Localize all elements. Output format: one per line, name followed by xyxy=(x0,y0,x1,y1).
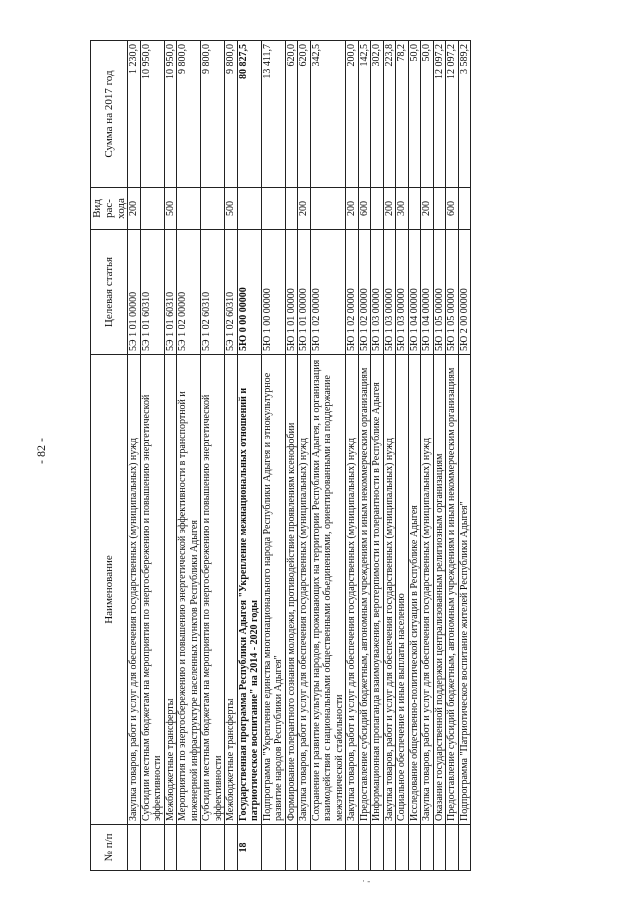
cell-sum: 9 800,0 xyxy=(201,41,225,188)
table-row xyxy=(310,41,346,871)
header-name: Наименование xyxy=(91,355,128,825)
cell-vid xyxy=(285,188,298,230)
cell-num xyxy=(201,825,225,871)
page-number: - 82 - xyxy=(34,438,48,464)
cell-sum: 3 589,2 xyxy=(458,41,471,188)
cell-sum: 50,0 xyxy=(421,41,434,188)
cell-num xyxy=(285,825,298,871)
cell-sum: 13 411,7 xyxy=(261,41,285,188)
cell-vid: 200 xyxy=(128,188,141,230)
cell-num xyxy=(164,825,177,871)
table-row xyxy=(396,41,409,871)
cell-vid: 600 xyxy=(446,188,459,230)
cell-name: Социальное обеспечение и иные выплаты населению xyxy=(396,355,409,825)
cell-sum: 223,8 xyxy=(383,41,396,188)
table-row xyxy=(298,41,311,871)
cell-code: 5Ю 0 00 00000 xyxy=(237,230,261,355)
cell-name: Информационная пропаганда взаимоуважения, веротерпимости и толерантности в Республике Адыгея xyxy=(371,355,384,825)
cell-name: Межбюджетные трансферты xyxy=(164,355,177,825)
cell-vid: 200 xyxy=(346,188,359,230)
cell-sum: 200,0 xyxy=(346,41,359,188)
header-code: Целевая статья xyxy=(91,230,128,355)
cell-num xyxy=(408,825,421,871)
cell-name: Предоставление субсидий бюджетным, автономным учреждениям и иным некоммерческим организациям xyxy=(446,355,459,825)
cell-num xyxy=(396,825,409,871)
cell-num xyxy=(371,825,384,871)
cell-name: Субсидии местным бюджетам на мероприятия по энергосбережению и повышению энергетической эффективности xyxy=(140,355,164,825)
cell-vid: 300 xyxy=(396,188,409,230)
cell-sum: 620,0 xyxy=(298,41,311,188)
cell-sum: 12 097,2 xyxy=(433,41,446,188)
cell-name: Межбюджетные трансферты xyxy=(225,355,238,825)
cell-code: 5Ю 1 01 00000 xyxy=(285,230,298,355)
cell-sum: 78,2 xyxy=(396,41,409,188)
cell-num xyxy=(346,825,359,871)
table-row xyxy=(225,41,238,871)
cell-sum: 9 800,0 xyxy=(177,41,201,188)
cell-num xyxy=(458,825,471,871)
cell-vid: 600 xyxy=(358,188,371,230)
cell-vid: 200 xyxy=(421,188,434,230)
cell-num xyxy=(128,825,141,871)
table-header-row xyxy=(91,41,128,871)
cell-code: 5Ю 1 04 00000 xyxy=(421,230,434,355)
cell-vid: 500 xyxy=(164,188,177,230)
cell-vid xyxy=(140,188,164,230)
cell-name: Закупка товаров, работ и услуг для обеспечения государственных (муниципальных) нужд xyxy=(346,355,359,825)
table-row xyxy=(358,41,371,871)
cell-sum: 620,0 xyxy=(285,41,298,188)
cell-code: 5Ю 1 03 00000 xyxy=(396,230,409,355)
cell-sum: 50,0 xyxy=(408,41,421,188)
cell-num xyxy=(310,825,346,871)
cell-code: 5Э 1 01 60310 xyxy=(140,230,164,355)
cell-code: 5Ю 1 04 00000 xyxy=(408,230,421,355)
cell-name: Исследование общественно-политической ситуации в Республике Адыгея xyxy=(408,355,421,825)
cell-code: 5Ю 2 00 00000 xyxy=(458,230,471,355)
cell-sum: 80 827,5 xyxy=(237,41,261,188)
table-row xyxy=(346,41,359,871)
cell-vid: 500 xyxy=(225,188,238,230)
table-row xyxy=(433,41,446,871)
header-sum: Сумма на 2017 год xyxy=(91,41,128,188)
cell-num xyxy=(446,825,459,871)
cell-code: 5Э 1 02 60310 xyxy=(225,230,238,355)
cell-name: Сохранение и развитие культуры народов, проживающих на территории Республики Адыгея, и организация взаимодействия с национальными общественными объединениями, ориентированными на поддержание межэтнической стабильности xyxy=(310,355,346,825)
table-row xyxy=(421,41,434,871)
cell-code: 5Ю 1 02 00000 xyxy=(358,230,371,355)
cell-code: 5Ю 1 01 00000 xyxy=(298,230,311,355)
cell-code: 5Э 1 02 60310 xyxy=(201,230,225,355)
table-row xyxy=(383,41,396,871)
scan-mark: · - xyxy=(362,876,371,886)
cell-vid xyxy=(408,188,421,230)
cell-num xyxy=(383,825,396,871)
cell-num xyxy=(225,825,238,871)
cell-num xyxy=(177,825,201,871)
cell-vid xyxy=(310,188,346,230)
cell-num xyxy=(358,825,371,871)
cell-name: Мероприятия по энергосбережению и повышению энергетической эффективности в транспортной и инженерной инфраструктуре населенных пунктов Республики Адыгея xyxy=(177,355,201,825)
cell-vid xyxy=(237,188,261,230)
cell-vid xyxy=(177,188,201,230)
table-row xyxy=(237,41,261,871)
cell-name: Закупка товаров, работ и услуг для обеспечения государственных (муниципальных) нужд xyxy=(298,355,311,825)
cell-name: Подпрограмма "Укрепление единства многонационального народа Республики Адыгея и этнокультурное развитие народов Республики Адыгея" xyxy=(261,355,285,825)
table-row xyxy=(177,41,201,871)
cell-name: Оказание государственной поддержки централизованным религиозным организациям xyxy=(433,355,446,825)
cell-code: 5Э 1 01 60310 xyxy=(164,230,177,355)
cell-name: Закупка товаров, работ и услуг для обеспечения государственных (муниципальных) нужд xyxy=(421,355,434,825)
table-row xyxy=(408,41,421,871)
cell-name: Формирование толерантного сознания молодежи, противодействие проявлениям ксенофобии xyxy=(285,355,298,825)
cell-sum: 1 230,0 xyxy=(128,41,141,188)
cell-sum: 10 950,0 xyxy=(140,41,164,188)
cell-vid xyxy=(261,188,285,230)
cell-code: 5Ю 1 03 00000 xyxy=(383,230,396,355)
table-row xyxy=(446,41,459,871)
cell-sum: 10 950,0 xyxy=(164,41,177,188)
table-row xyxy=(140,41,164,871)
table-row xyxy=(201,41,225,871)
table-row xyxy=(128,41,141,871)
cell-sum: 302,0 xyxy=(371,41,384,188)
cell-vid xyxy=(458,188,471,230)
rotated-page xyxy=(90,41,610,871)
table-row xyxy=(261,41,285,871)
cell-num xyxy=(421,825,434,871)
budget-table xyxy=(90,40,471,871)
cell-code: 5Ю 1 03 00000 xyxy=(371,230,384,355)
header-num: № п/п xyxy=(91,825,128,871)
table-body xyxy=(128,41,471,871)
cell-name: Субсидии местным бюджетам на мероприятия по энергосбережению и повышению энергетической эффективности xyxy=(201,355,225,825)
cell-name: Предоставление субсидий бюджетным, автономным учреждениям и иным некоммерческим организациям xyxy=(358,355,371,825)
cell-code: 5Э 1 01 00000 xyxy=(128,230,141,355)
cell-code: 5Ю 1 02 00000 xyxy=(310,230,346,355)
cell-num: 18 xyxy=(237,825,261,871)
cell-sum: 142,5 xyxy=(358,41,371,188)
cell-num xyxy=(261,825,285,871)
cell-sum: 342,5 xyxy=(310,41,346,188)
cell-code: 5Ю 1 05 00000 xyxy=(433,230,446,355)
cell-name: Закупка товаров, работ и услуг для обеспечения государственных (муниципальных) нужд xyxy=(128,355,141,825)
table-row xyxy=(164,41,177,871)
cell-name: Закупка товаров, работ и услуг для обеспечения государственных (муниципальных) нужд xyxy=(383,355,396,825)
cell-num xyxy=(140,825,164,871)
cell-num xyxy=(298,825,311,871)
cell-vid xyxy=(371,188,384,230)
cell-sum: 9 800,0 xyxy=(225,41,238,188)
cell-code: 5Э 1 02 00000 xyxy=(177,230,201,355)
header-vid: Вид рас-хода xyxy=(91,188,128,230)
table-row xyxy=(458,41,471,871)
cell-vid xyxy=(433,188,446,230)
cell-num xyxy=(433,825,446,871)
cell-name: Государственная программа Республики Адыгея "Укрепление межнациональных отношений и патриотическое воспитание" на 2014 - 2020 годы xyxy=(237,355,261,825)
cell-sum: 12 097,2 xyxy=(446,41,459,188)
table-row xyxy=(285,41,298,871)
cell-vid xyxy=(201,188,225,230)
cell-vid: 200 xyxy=(298,188,311,230)
cell-code: 5Ю 1 05 00000 xyxy=(446,230,459,355)
cell-vid: 200 xyxy=(383,188,396,230)
table-row xyxy=(371,41,384,871)
cell-name: Подпрограмма "Патриотическое воспитание жителей Республики Адыгея" xyxy=(458,355,471,825)
cell-code: 5Ю 1 02 00000 xyxy=(346,230,359,355)
cell-code: 5Ю 1 00 00000 xyxy=(261,230,285,355)
